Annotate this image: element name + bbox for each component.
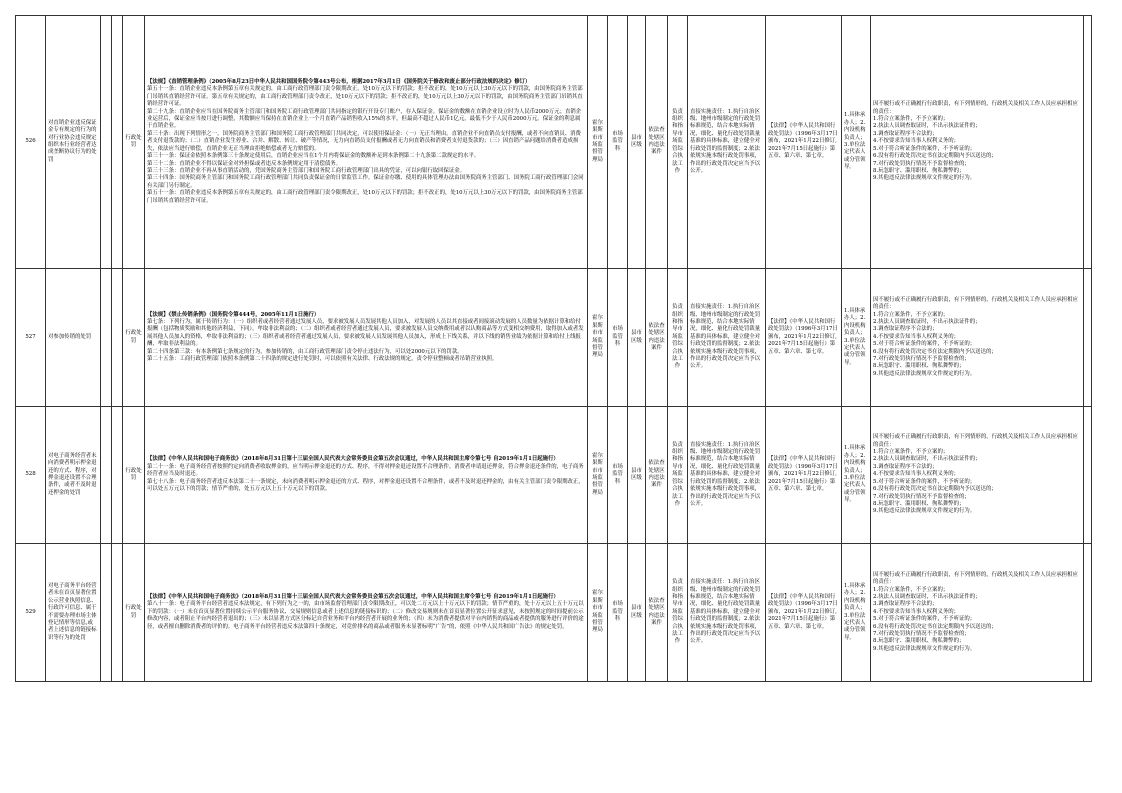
department: 市场监管科	[608, 407, 628, 544]
level: 县市区级	[628, 544, 646, 682]
responsible-subject: 1.具体承办人；2.内设机构负责人；3.单位法定代表人或分管领导。	[842, 269, 871, 407]
responsible-subject: 1.具体承办人；2.内设机构负责人；3.单位法定代表人或分管领导。	[842, 544, 871, 682]
list-item: 4.不按要求告知当事人权利义务的；	[873, 471, 960, 478]
applicable-law: 【法律】《中华人民共和国行政处罚法》（1996年3月17日颁布，2021年1月22日修订,2021年7月15日起施行）第五章、第六章、第七章。	[766, 407, 842, 544]
applicable-law: 【法律】《中华人民共和国行政处罚法》（1996年3月17日颁布，2021年1月22日修订,2021年7月15日起施行）第五章、第六章、第七章。	[766, 16, 842, 269]
sub-item-cell	[101, 16, 112, 269]
implementing-unit: 霍尔果斯市市场监督管理局	[588, 407, 608, 544]
legal-basis-title: 【法规】《禁止传销条例》（国务院令第444号，2005年11月1日施行）	[147, 311, 320, 318]
legal-basis	[145, 544, 588, 682]
legal-basis-article: 第二十四条第三款：有本条例第七条规定的行为，参加传销的，由工商行政管理部门责令停止违法行为，可以处2000元以下的罚款。	[147, 348, 463, 355]
exemption-duty: 直接实施责任：1.执行自治区级、地州市级制定的行政处罚标准规范，结合本地实际情况，细化、量化行政处罚裁量基准的具体标准，建立健全对行政处罚的监督制度；2.依法依规实施本级行政处罚事项，作出的行政处罚决定应当予以公开。	[688, 16, 766, 269]
list-item: 因不履行或不正确履行行政职责，有下列情形的，行政机关及相关工作人员应承担相应的责任：	[873, 296, 1078, 311]
legal-basis-article: 第二十一条：电子商务经营者按照约定向消费者收取押金的，应当明示押金退还的方式、程序，不得对押金退还设置不合理条件。消费者申请退还押金，符合押金退还条件的，电子商务经营者应当及时退还。	[147, 463, 584, 478]
exemption-duty: 直接实施责任：1.执行自治区级、地州市级制定的行政处罚标准规范，结合本地实际情况，细化、量化行政处罚裁量基准的具体标准，建立健全对行政处罚的监督制度；2.依法依规实施本级行政处罚事项，作出的行政处罚决定应当予以公开。	[688, 544, 766, 682]
scope: 依法查处辖区内违法案件	[646, 269, 668, 407]
row-number: 527	[16, 269, 46, 407]
table-row	[16, 16, 1092, 269]
legal-basis-article: 第二十九条：直销企业应当在国务院商务主管部门和国务院工商行政管理部门共同指定的银行开设专门账户，存入保证金。保证金的数额在直销企业设立时为人民币2000万元；直销企业运营后，保证金应当按月进行调整，其数额应当保持在直销企业上一个月直销产品销售收入15%的水平，但最高不超过人民币1亿元，最低不少于人民币2000万元。保证金的利息属于直销企业。	[147, 108, 582, 130]
exemption-duty: 直接实施责任：1.执行自治区级、地州市级制定的行政处罚标准规范，结合本地实际情况，细化、量化行政处罚裁量基准的具体标准，建立健全对行政处罚的监督制度；2.依法依规实施本级行政处罚事项，作出的行政处罚决定应当予以公开。	[688, 269, 766, 407]
item-name: 对电子商务平台经营者未在首页显著位置公示营业执照信息、行政许可信息、属于不需要办理市场主体登记情形等信息,或者上述信息的链接标识等行为的处罚	[46, 544, 101, 682]
responsibility: 负责组织和指导市场监管综合执法工作	[668, 269, 688, 407]
accountability	[871, 16, 1084, 269]
list-item: 7.对行政处罚执行情况不予监督检查的；	[873, 631, 970, 638]
list-item: 1.符合立案条件，不予立案的；	[873, 449, 949, 456]
item-name: 对参加传销的处罚	[46, 269, 101, 407]
category-cell: 行政处罚	[123, 269, 145, 407]
department: 市场监管科	[608, 269, 628, 407]
legal-basis-title: 【法规】《直销管理条例》（2005年8月23日中华人民共和国国务院令第443号公布，根据2017年3月1日《国务院关于修改和废止部分行政法规的决定》修订）	[147, 79, 531, 86]
remarks-cell	[1084, 16, 1092, 269]
legal-basis-article: 第二十五条：工商行政管理部门依照本条例第二十四条的规定进行处罚时，可以依照有关法律、行政法规的规定，责令停业整顿或者吊销营业执照。	[147, 356, 498, 363]
department: 市场监管科	[608, 16, 628, 269]
list-item: 8.玩忽职守、滥用职权、徇私舞弊的；	[873, 500, 965, 507]
list-item: 9.其他违反法律法规规章文件规定的行为。	[873, 645, 976, 652]
responsibility: 负责组织和指导市场监管综合执法工作	[668, 407, 688, 544]
list-item: 1.符合立案条件，不予立案的；	[873, 586, 949, 593]
legal-basis	[145, 407, 588, 544]
list-item: 1.符合立案条件，不予立案的；	[873, 311, 949, 318]
legal-basis-article: 第八十一条：电子商务平台经营者违反本法规定，有下列行为之一的，由市场监督管理部门责令限期改正，可以处二万元以上十万元以下的罚款；情节严重的，处十万元以上五十万元以下的罚款：（一）未在首页显著位置持续公示平台服务协议、交易规则信息或者上述信息的链接标识的；（二）修改交易规则未在首页显著位置公开征求意见，未按照规定的时间提前公示修改内容，或者阻止平台内经营者退出的；（三）未以显著方式区分标记自营业务和平台内经营者开展的业务的；（四）未为消费者提供对平台内销售的商品或者提供的服务进行评价的途径，或者擅自删除消费者的评价的。电子商务平台经营者违反本法第四十条规定，对竞价排名的商品或者服务未显著标明“广告”的，依照《中华人民共和国广告法》的规定处罚。	[147, 601, 584, 630]
list-item: 8.玩忽职守、滥用职权、徇私舞弊的；	[873, 638, 965, 645]
list-item: 6.没有将行政处罚决定书在法定期限内予以送达的；	[873, 486, 997, 493]
accountability	[871, 269, 1084, 407]
list-item: 5.对于符合听证条件的案件，不予听证的；	[873, 478, 976, 485]
level: 县市区级	[628, 16, 646, 269]
item-name: 对电子商务经营者未向消费者明示押金退还的方式、程序，对押金退还设置不合理条件，或者不及时退还押金的处罚	[46, 407, 101, 544]
list-item: 7.对行政处罚执行情况不予监督检查的；	[873, 160, 970, 167]
accountability-list	[873, 297, 1081, 378]
accountability-list	[873, 101, 1081, 182]
list-item: 7.对行政处罚执行情况不予监督检查的；	[873, 356, 970, 363]
power-list-table	[15, 15, 1092, 682]
legal-basis	[145, 269, 588, 407]
list-item: 4.不按要求告知当事人权利义务的；	[873, 138, 960, 145]
sub-item-cell	[112, 544, 123, 682]
sub-item-cell	[101, 544, 112, 682]
responsible-subject: 1.具体承办人；2.内设机构负责人；3.单位法定代表人或分管领导。	[842, 407, 871, 544]
implementing-unit: 霍尔果斯市市场监督管理局	[588, 269, 608, 407]
legal-basis-article: 第三十条：出现下列情形之一，国务院商务主管部门和国务院工商行政管理部门共同决定，可以使用保证金：（一）无正当理由，直销企业不向直销员支付报酬，或者不向直销员、消费者支付退货款的；（二）直销企业发生停业、合并、解散、转让、破产等情况，无力向直销员支付报酬或者无力向直销员和消费者支付退货款的；（三）因直销产品问题给消费者造成损失，依法应当进行赔偿，直销企业无正当理由拒绝赔偿或者无力赔偿的。	[147, 130, 581, 152]
category-cell: 行政处罚	[123, 16, 145, 269]
legal-basis-article: 第三十三条：直销企业不再从事直销活动的，凭国务院商务主管部门和国务院工商行政管理部门出具的凭证，可以向银行取回保证金。	[147, 167, 466, 174]
implementing-unit: 霍尔果斯市市场监督管理局	[588, 544, 608, 682]
legal-basis-article: 第五十一条：直销企业违反本条例第五章有关规定的，由工商行政管理部门责令限期改正，处10万元以下的罚款；拒不改正的，处10万元以上30万元以下的罚款，由国务院商务主管部门吊销其直销经营许可证。第五章有关规定的，由工商行政管理部门责令改正，处10万元以下的罚款；拒不改正的，处10万元以上30万元以下的罚款，由国务院商务主管部门吊销其直销经营许可证。	[147, 86, 583, 108]
list-item: 1.符合立案条件，不予立案的；	[873, 116, 949, 123]
responsible-subject: 1.具体承办人；2.内设机构负责人；3.单位法定代表人或分管领导。	[842, 16, 871, 269]
table-row	[16, 407, 1092, 544]
list-item: 4.不按要求告知当事人权利义务的；	[873, 333, 960, 340]
scope: 依法查处辖区内违法案件	[646, 16, 668, 269]
list-item: 6.没有将行政处罚决定书在法定期限内予以送达的；	[873, 153, 997, 160]
accountability	[871, 407, 1084, 544]
list-item: 因不履行或不正确履行行政职责，有下列情形的，行政机关及相关工作人员应承担相应的责任：	[873, 101, 1078, 115]
department: 市场监管科	[608, 544, 628, 682]
item-name: 对直销企业违反保证金专有规定的行为的对行业协会违反规定组织本行业经营者达成垄断协议行为的处罚	[46, 16, 101, 269]
list-item: 因不履行或不正确履行行政职责，有下列情形的，行政机关及相关工作人员应承担相应的责任：	[873, 571, 1078, 586]
list-item: 5.对于符合听证条件的案件，不予听证的；	[873, 145, 976, 152]
list-item: 2.执法人员调查取证时，不出示执法证件的；	[873, 318, 981, 325]
list-item: 7.对行政处罚执行情况不予监督检查的；	[873, 493, 970, 500]
row-number: 526	[16, 16, 46, 269]
legal-basis-article: 第七条：下列行为，属于传销行为：（一）组织者或者经营者通过发展人员，要求被发展人员发展其他人员加入，对发展的人员以其直接或者间接滚动发展的人员数量为依据计算和给付报酬（包括物质奖励和其他经济利益，下同），牟取非法利益的；（二）组织者或者经营者通过发展人员，要求被发展人员交纳费用或者以认购商品等方式变相交纳费用，取得加入或者发展其他人员加入的资格，牟取非法利益的；（三）组织者或者经营者通过发展人员，要求被发展人员发展其他人员加入，形成上下线关系，并以下线的销售业绩为依据计算和给付上线报酬，牟取非法利益的。	[147, 318, 584, 348]
accountability-list	[873, 572, 1081, 653]
legal-basis-article: 第七十八条：电子商务经营者违反本法第二十一条规定，未向消费者明示押金退还的方式、程序，对押金退还设置不合理条件，或者不及时退还押金的，由有关主管部门责令限期改正，可以处五万元以下的罚款；情节严重的，处五万元以上五十万元以下的罚款。	[147, 478, 584, 493]
list-item: 2.执法人员调查取证时，不出示执法证件的；	[873, 123, 981, 130]
remarks-cell	[1084, 544, 1092, 682]
accountability	[871, 544, 1084, 682]
legal-basis-article: 第三十一条：保证金依照本条例第三十条规定使用后，直销企业应当在1个月内将保证金的数额补足到本条例第二十九条第二款规定的水平。	[147, 153, 480, 160]
accountability-list	[873, 434, 1081, 515]
row-number: 528	[16, 407, 46, 544]
responsibility: 负责组织和指导市场监管综合执法工作	[668, 544, 688, 682]
remarks-cell	[1084, 407, 1092, 544]
legal-basis-article: 第三十二条：直销企业不得以保证金对外担保或者违反本条例规定用于清偿债务。	[147, 160, 342, 167]
legal-basis	[145, 16, 588, 269]
remarks-cell	[1084, 269, 1092, 407]
list-item: 2.执法人员调查取证时，不出示执法证件的；	[873, 593, 981, 600]
sub-item-cell	[112, 407, 123, 544]
list-item: 4.不按要求告知当事人权利义务的；	[873, 608, 960, 615]
level: 县市区级	[628, 269, 646, 407]
list-item: 6.没有将行政处罚决定书在法定期限内予以送达的；	[873, 348, 997, 355]
list-item: 6.没有将行政处罚决定书在法定期限内予以送达的；	[873, 623, 997, 630]
legal-basis-title: 【法律】《中华人民共和国电子商务法》（2018年8月31日第十三届全国人民代表大会常务委员会第五次会议通过，中华人民共和国主席令第七号 自2019年1月1日起施行）	[147, 593, 559, 600]
list-item: 3.调查取证程序不合法的；	[873, 601, 938, 608]
sub-item-cell	[112, 269, 123, 407]
legal-basis-article: 第五十一条：直销企业违反本条例第五章有关规定的，由工商行政管理部门责令限期改正，处10万元以下的罚款；拒不改正的，处10万元以上30万元以下的罚款，由国务院商务主管部门吊销其直销经营许可证。	[147, 190, 583, 204]
list-item: 5.对于符合听证条件的案件，不予听证的；	[873, 616, 976, 623]
sub-item-cell	[101, 407, 112, 544]
applicable-law: 【法律】《中华人民共和国行政处罚法》（1996年3月17日颁布，2021年1月22日修订,2021年7月15日起施行）第五章、第六章、第七章。	[766, 544, 842, 682]
table-row	[16, 269, 1092, 407]
list-item: 3.调查取证程序不合法的；	[873, 130, 938, 137]
list-item: 8.玩忽职守、滥用职权、徇私舞弊的；	[873, 167, 965, 174]
list-item: 因不履行或不正确履行行政职责，有下列情形的，行政机关及相关工作人员应承担相应的责任：	[873, 434, 1078, 448]
category-cell: 行政处罚	[123, 407, 145, 544]
list-item: 3.调查取证程序不合法的；	[873, 326, 938, 333]
row-number: 529	[16, 544, 46, 682]
legal-basis-title: 【法律】《中华人民共和国电子商务法》（2018年8月31日第十三届全国人民代表大会常务委员会第五次会议通过，中华人民共和国主席令第七号 自2019年1月1日起施行）	[147, 456, 559, 463]
list-item: 3.调查取证程序不合法的；	[873, 463, 938, 470]
table-row	[16, 544, 1092, 682]
sub-item-cell	[101, 269, 112, 407]
responsibility: 负责组织和指导市场监管综合执法工作	[668, 16, 688, 269]
scope: 依法查处辖区内违法案件	[646, 407, 668, 544]
scope: 依法查处辖区内违法案件	[646, 544, 668, 682]
sub-item-cell	[112, 16, 123, 269]
list-item: 2.执法人员调查取证时，不出示执法证件的；	[873, 456, 981, 463]
list-item: 9.其他违反法律法规规章文件规定的行为。	[873, 370, 976, 377]
list-item: 9.其他违反法律法规规章文件规定的行为。	[873, 508, 976, 515]
list-item: 5.对于符合听证条件的案件，不予听证的；	[873, 341, 976, 348]
list-item: 9.其他违反法律法规规章文件规定的行为。	[873, 175, 976, 182]
legal-basis-article: 第三十四条：国务院商务主管部门和国务院工商行政管理部门共同负责保证金的日常监管工作。保证金存缴、使用的具体管理办法由国务院商务主管部门、国务院工商行政管理部门会同有关部门另行制定。	[147, 175, 584, 189]
implementing-unit: 霍尔果斯市市场监督管理局	[588, 16, 608, 269]
exemption-duty: 直接实施责任：1.执行自治区级、地州市级制定的行政处罚标准规范，结合本地实际情况，细化、量化行政处罚裁量基准的具体标准，建立健全对行政处罚的监督制度；2.依法依规实施本级行政处罚事项，作出的行政处罚决定应当予以公开。	[688, 407, 766, 544]
level: 县市区级	[628, 407, 646, 544]
list-item: 8.玩忽职守、滥用职权、徇私舞弊的；	[873, 363, 965, 370]
category-cell: 行政处罚	[123, 544, 145, 682]
applicable-law: 【法律】《中华人民共和国行政处罚法》（1996年3月17日颁布，2021年1月22日修订,2021年7月15日起施行）第五章、第六章、第七章。	[766, 269, 842, 407]
